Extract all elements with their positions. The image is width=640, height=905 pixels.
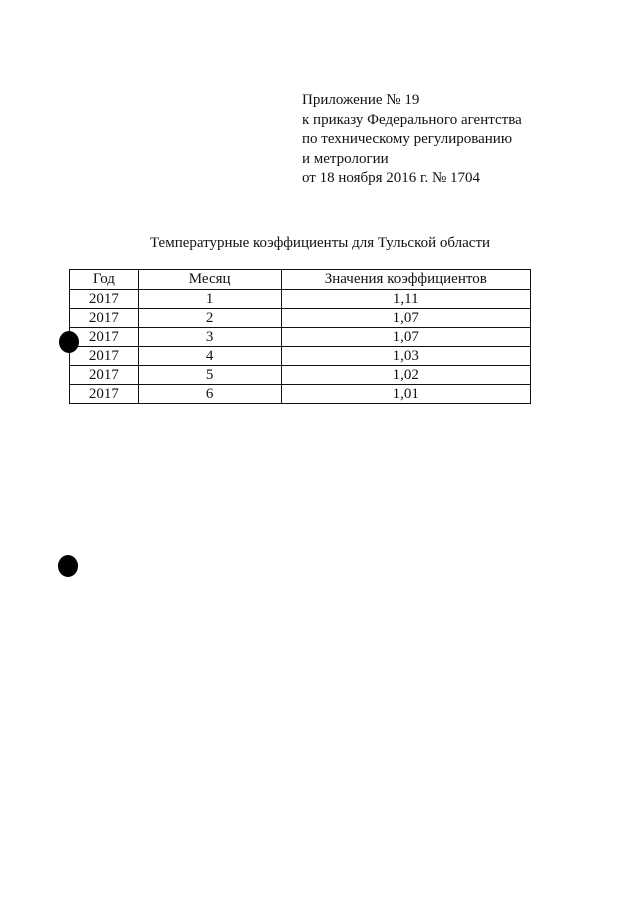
cell-coefficient: 1,11 (281, 290, 531, 309)
coefficients-table (69, 269, 531, 404)
table-row (70, 290, 531, 309)
binder-hole-mark (59, 331, 79, 353)
table-header-row (70, 270, 531, 290)
table-row (70, 385, 531, 404)
header-month: Месяц (138, 270, 281, 290)
cell-coefficient: 1,02 (281, 366, 531, 385)
appendix-order-line: к приказу Федерального агентства (302, 111, 522, 128)
appendix-agency-line: по техническому регулированию (302, 131, 513, 147)
appendix-metrology-line: и метрологии (302, 150, 389, 167)
cell-coefficient: 1,07 (281, 328, 531, 347)
cell-coefficient: 1,01 (281, 385, 531, 404)
cell-year: 2017 (70, 328, 139, 347)
cell-year: 2017 (70, 347, 139, 366)
cell-month: 5 (138, 366, 281, 385)
table-row (70, 347, 531, 366)
header-coefficient: Значения коэффициентов (281, 270, 531, 290)
binder-hole-mark (58, 555, 78, 577)
cell-month: 3 (138, 328, 281, 347)
cell-month: 2 (138, 309, 281, 328)
table-row (70, 366, 531, 385)
document-title: Температурные коэффициенты для Тульской области (149, 235, 491, 251)
cell-year: 2017 (70, 385, 139, 404)
appendix-date-line: от 18 ноября 2016 г. № 1704 (302, 170, 481, 186)
table-row (70, 328, 531, 347)
cell-coefficient: 1,07 (281, 309, 531, 328)
appendix-reference (302, 91, 602, 189)
cell-month: 6 (138, 385, 281, 404)
table-row (70, 309, 531, 328)
cell-year: 2017 (70, 309, 139, 328)
cell-year: 2017 (70, 290, 139, 309)
cell-coefficient: 1,03 (281, 347, 531, 366)
header-year: Год (70, 270, 139, 290)
cell-year: 2017 (70, 366, 139, 385)
appendix-number: Приложение № 19 (302, 92, 420, 108)
cell-month: 4 (138, 347, 281, 366)
cell-month: 1 (138, 290, 281, 309)
